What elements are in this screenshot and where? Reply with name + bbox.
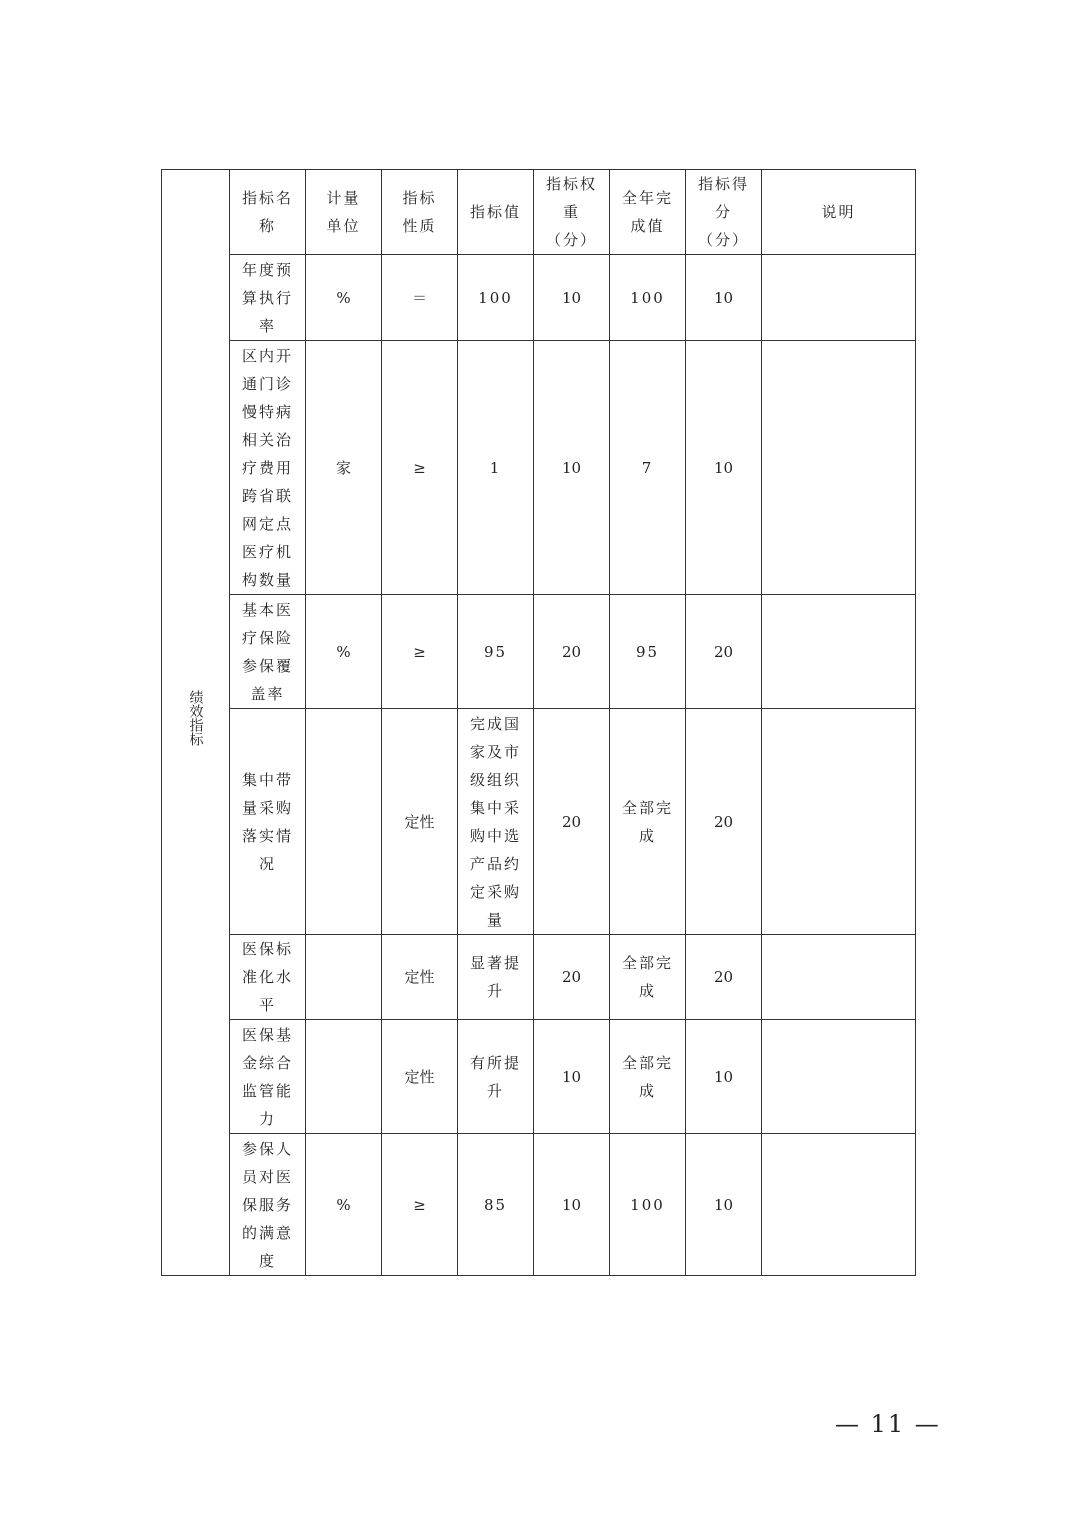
cell-indicator-name: 区内开通门诊慢特病相关治疗费用跨省联网定点医疗机构数量 xyxy=(230,341,306,595)
header-cell: 全年完成值 xyxy=(610,170,686,255)
table-header-row xyxy=(162,170,916,255)
cell-nature: 定性 xyxy=(382,935,458,1020)
cell-weight: 10 xyxy=(534,341,610,595)
table-row xyxy=(162,935,916,1020)
cell-completion: 7 xyxy=(610,341,686,595)
cell-note xyxy=(762,341,916,595)
cell-completion: 全部完成 xyxy=(610,709,686,935)
cell-note xyxy=(762,1020,916,1134)
table-row xyxy=(162,255,916,341)
cell-unit: % xyxy=(306,1134,382,1276)
cell-score: 20 xyxy=(686,935,762,1020)
cell-target-value: 95 xyxy=(458,595,534,709)
header-cell: 指标值 xyxy=(458,170,534,255)
cell-nature: 定性 xyxy=(382,1020,458,1134)
section-cell xyxy=(162,170,230,1276)
cell-score: 10 xyxy=(686,255,762,341)
cell-completion: 全部完成 xyxy=(610,1020,686,1134)
header-cell: 指标得分（分） xyxy=(686,170,762,255)
table-row xyxy=(162,1020,916,1134)
cell-weight: 10 xyxy=(534,255,610,341)
cell-completion: 95 xyxy=(610,595,686,709)
cell-unit xyxy=(306,1020,382,1134)
cell-nature: ≥ xyxy=(382,1134,458,1276)
header-cell: 指标权重（分） xyxy=(534,170,610,255)
cell-weight: 20 xyxy=(534,709,610,935)
cell-score: 10 xyxy=(686,341,762,595)
cell-note xyxy=(762,255,916,341)
header-cell: 计量单位 xyxy=(306,170,382,255)
table-row xyxy=(162,709,916,935)
cell-indicator-name: 集中带量采购落实情况 xyxy=(230,709,306,935)
cell-weight: 20 xyxy=(534,935,610,1020)
section-label: 绩效指标 xyxy=(187,690,204,746)
table-row xyxy=(162,341,916,595)
cell-nature: 定性 xyxy=(382,709,458,935)
cell-score: 20 xyxy=(686,709,762,935)
cell-unit xyxy=(306,935,382,1020)
cell-weight: 10 xyxy=(534,1020,610,1134)
cell-indicator-name: 基本医疗保险参保覆盖率 xyxy=(230,595,306,709)
cell-target-value: 100 xyxy=(458,255,534,341)
cell-target-value: 有所提升 xyxy=(458,1020,534,1134)
cell-note xyxy=(762,935,916,1020)
cell-unit: % xyxy=(306,595,382,709)
cell-unit: % xyxy=(306,255,382,341)
cell-unit xyxy=(306,709,382,935)
header-cell: 指标名称 xyxy=(230,170,306,255)
cell-unit: 家 xyxy=(306,341,382,595)
cell-note xyxy=(762,595,916,709)
header-cell: 说明 xyxy=(762,170,916,255)
cell-target-value: 1 xyxy=(458,341,534,595)
cell-note xyxy=(762,709,916,935)
table-row xyxy=(162,595,916,709)
cell-target-value: 显著提升 xyxy=(458,935,534,1020)
cell-weight: 20 xyxy=(534,595,610,709)
cell-completion: 100 xyxy=(610,1134,686,1276)
table-row xyxy=(162,1134,916,1276)
cell-target-value: 85 xyxy=(458,1134,534,1276)
cell-note xyxy=(762,1134,916,1276)
cell-indicator-name: 医保基金综合监管能力 xyxy=(230,1020,306,1134)
cell-nature: ＝ xyxy=(382,255,458,341)
cell-indicator-name: 年度预算执行率 xyxy=(230,255,306,341)
cell-completion: 100 xyxy=(610,255,686,341)
header-cell: 指标性质 xyxy=(382,170,458,255)
cell-score: 20 xyxy=(686,595,762,709)
performance-indicator-table xyxy=(161,169,916,1276)
cell-score: 10 xyxy=(686,1134,762,1276)
cell-nature: ≥ xyxy=(382,595,458,709)
cell-score: 10 xyxy=(686,1020,762,1134)
page-number: — 11 — xyxy=(835,1410,941,1438)
cell-target-value: 完成国家及市级组织集中采购中选产品约定采购量 xyxy=(458,709,534,935)
cell-nature: ≥ xyxy=(382,341,458,595)
cell-indicator-name: 参保人员对医保服务的满意度 xyxy=(230,1134,306,1276)
cell-weight: 10 xyxy=(534,1134,610,1276)
cell-indicator-name: 医保标准化水平 xyxy=(230,935,306,1020)
cell-completion: 全部完成 xyxy=(610,935,686,1020)
